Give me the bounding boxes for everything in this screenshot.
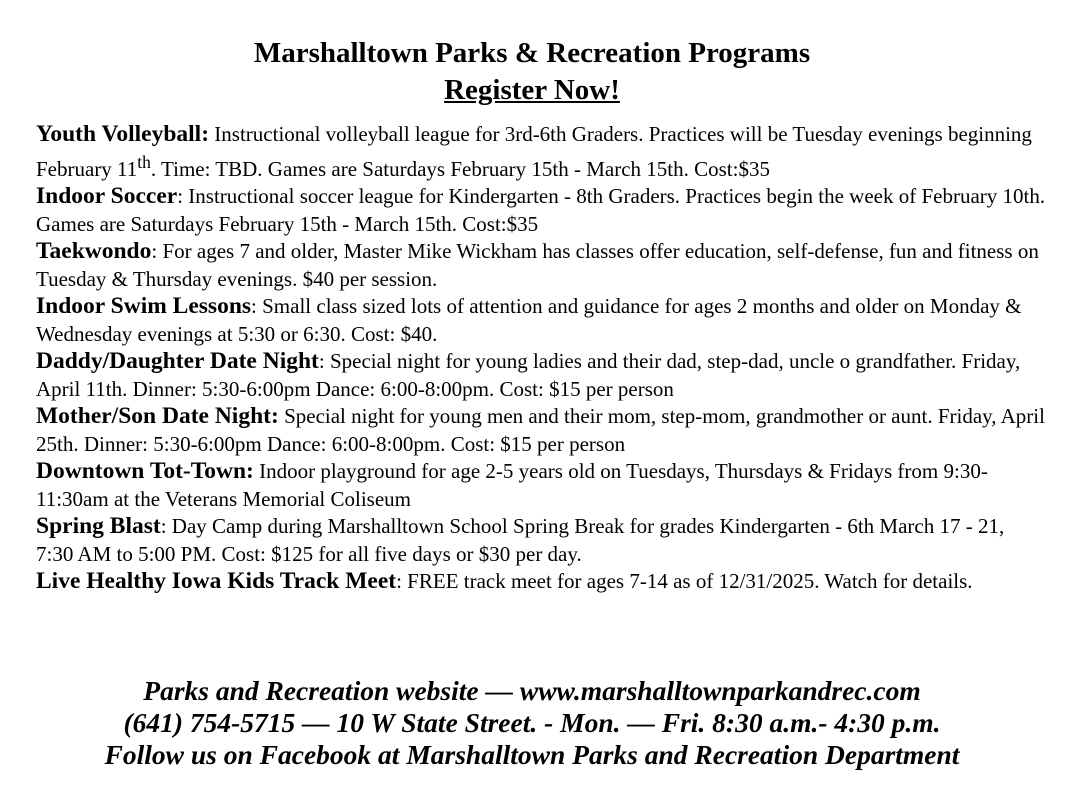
program-description: : Day Camp during Marshalltown School Spring Break for grades Kindergarten - 6th March 17 - 21, 7:30 AM to 5:00 PM. Cost: $125 for all five days or $30 per day. [36, 514, 1005, 566]
program-youth-volleyball [36, 121, 1046, 183]
program-downtown-tot-town [36, 458, 1046, 513]
website-line: Parks and Recreation website — www.marshalltownparkandrec.com [143, 675, 921, 706]
program-spring-blast [36, 513, 1046, 568]
program-description: Special night for young men and their mom, step-mom, grandmother or aunt. Friday, April 25th. Dinner: 5:30-6:00pm Dance: 6:00-8:00pm. Cost: $15 per person [36, 404, 1045, 456]
program-indoor-soccer [36, 183, 1046, 238]
page-title: Marshalltown Parks & Recreation Programs [253, 37, 811, 69]
program-daddy-daughter-date-night [36, 348, 1046, 403]
program-name: Daddy/Daughter Date Night [36, 348, 319, 374]
program-description-cont: . Time: TBD. Games are Saturdays February 15th - March 15th. Cost:$35 [150, 156, 770, 181]
program-indoor-swim-lessons [36, 293, 1046, 348]
page-subtitle: Register Now! [444, 74, 620, 106]
program-kids-track-meet [36, 568, 1046, 596]
contact-footer [0, 675, 1064, 771]
program-mother-son-date-night [36, 403, 1046, 458]
program-name: Mother/Son Date Night: [36, 403, 279, 429]
program-description: Indoor playground for age 2-5 years old on Tuesdays, Thursdays & Fridays from 9:30-11:30am at the Veterans Memorial Coliseum [36, 459, 988, 511]
phone-address-hours-line: (641) 754-5715 — 10 W State Street. - Mon. — Fri. 8:30 a.m.- 4:30 p.m. [123, 707, 941, 738]
ordinal-suffix: th [137, 151, 151, 172]
program-name: Spring Blast [36, 513, 161, 539]
program-description: : FREE track meet for ages 7-14 as of 12/31/2025. Watch for details. [396, 569, 973, 593]
program-description: : Small class sized lots of attention and guidance for ages 2 months and older on Monday & Wednesday evenings at 5:30 or 6:30. Cost: $40. [36, 294, 1022, 346]
program-name: Live Healthy Iowa Kids Track Meet [36, 568, 397, 594]
program-name: Downtown Tot-Town: [36, 458, 254, 484]
program-description: : Special night for young ladies and their dad, step-dad, uncle o grandfather. Friday, April 11th. Dinner: 5:30-6:00pm Dance: 6:00-8:00pm. Cost: $15 per person [36, 349, 1021, 401]
program-description: : Instructional soccer league for Kindergarten - 8th Graders. Practices begin the week of February 10th. Games are Saturdays February 15th - March 15th. Cost:$35 [36, 184, 1046, 236]
program-taekwondo [36, 238, 1046, 293]
facebook-line: Follow us on Facebook at Marshalltown Parks and Recreation Department [104, 739, 960, 770]
program-list [36, 121, 1046, 596]
program-name: Indoor Soccer [36, 183, 178, 209]
program-name: Youth Volleyball: [36, 121, 210, 147]
program-description: : For ages 7 and older, Master Mike Wickham has classes offer education, self-defense, fun and fitness on Tuesday & Thursday evenings. $40 per session. [36, 239, 1039, 291]
program-name: Indoor Swim Lessons [36, 293, 252, 319]
program-description: Instructional volleyball league for 3rd-6th Graders. Practices will be Tuesday evenings beginning February 11 [36, 122, 1032, 181]
program-name: Taekwondo [36, 238, 152, 264]
